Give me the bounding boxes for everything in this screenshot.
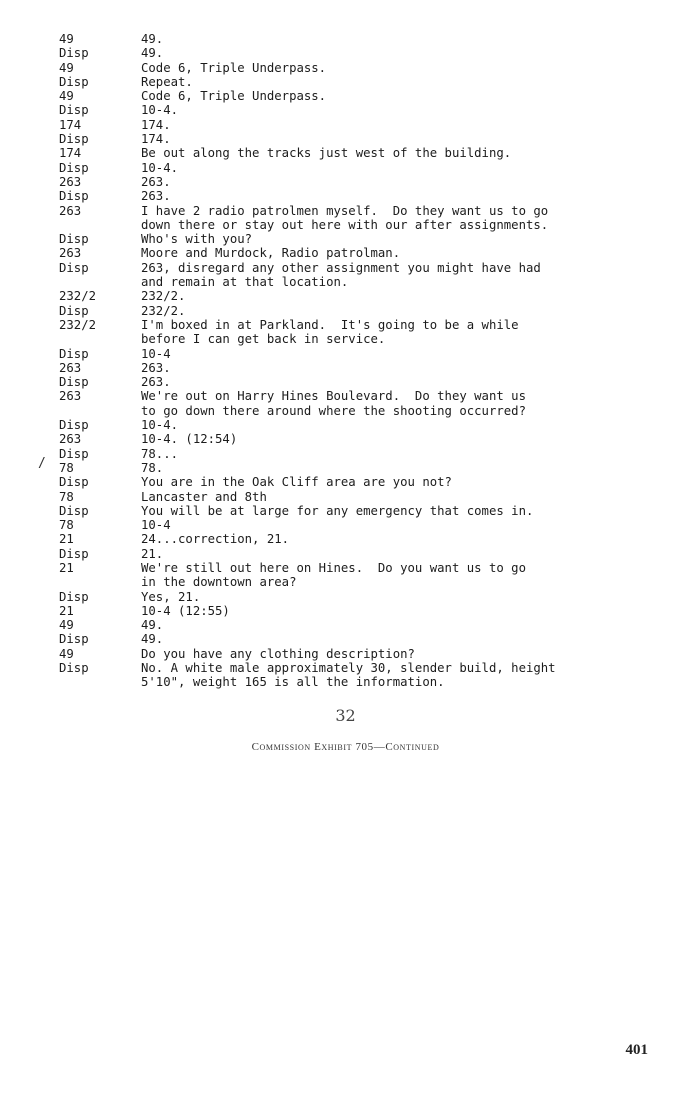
message-text: We're out on Harry Hines Boulevard. Do they want us to go down there around where the shooting occurred? bbox=[141, 389, 526, 418]
transcript-row bbox=[59, 246, 634, 260]
transcript-row bbox=[59, 632, 634, 646]
message-text: Repeat. bbox=[141, 74, 193, 89]
message-text: 232/2. bbox=[141, 289, 186, 304]
transcript-row bbox=[59, 189, 634, 203]
speaker-label: Disp bbox=[59, 103, 89, 118]
speaker-label: 263 bbox=[59, 174, 82, 189]
transcript-row bbox=[59, 375, 634, 389]
transcript-row bbox=[59, 32, 634, 46]
message-text: 232/2. bbox=[141, 303, 186, 318]
message-text: 49. bbox=[141, 632, 164, 647]
speaker-label: Disp bbox=[59, 546, 89, 561]
transcript-row bbox=[59, 418, 634, 432]
message-text: No. A white male approximately 30, slender build, height 5'10", weight 165 is all the information. bbox=[141, 661, 556, 690]
speaker-label: 78 bbox=[59, 518, 74, 533]
message-text: 263. bbox=[141, 375, 171, 390]
transcript-row bbox=[59, 75, 634, 89]
message-text: 263. bbox=[141, 360, 171, 375]
message-text: 10-4 bbox=[141, 346, 171, 361]
transcript-row bbox=[59, 490, 634, 504]
speaker-label: 49 bbox=[59, 60, 74, 75]
speaker-label: 49 bbox=[59, 618, 74, 633]
message-text: 10-4 (12:55) bbox=[141, 603, 230, 618]
transcript-row bbox=[59, 175, 634, 189]
speaker-label: 78 bbox=[59, 489, 74, 504]
speaker-label: Disp bbox=[59, 74, 89, 89]
transcript-row bbox=[59, 647, 634, 661]
transcript-row bbox=[59, 347, 634, 361]
transcript-row bbox=[59, 504, 634, 518]
speaker-label: 174 bbox=[59, 146, 82, 161]
speaker-label: Disp bbox=[59, 346, 89, 361]
transcript-row bbox=[59, 46, 634, 60]
speaker-label: Disp bbox=[59, 632, 89, 647]
transcript-row bbox=[59, 547, 634, 561]
message-text: Yes, 21. bbox=[141, 589, 201, 604]
message-text: You will be at large for any emergency that comes in. bbox=[141, 503, 534, 518]
message-text: Do you have any clothing description? bbox=[141, 646, 415, 661]
message-text: You are in the Oak Cliff area are you not? bbox=[141, 475, 452, 490]
message-text: 10-4. (12:54) bbox=[141, 432, 238, 447]
speaker-label: 21 bbox=[59, 532, 74, 547]
transcript-row bbox=[59, 618, 634, 632]
transcript-row bbox=[59, 132, 634, 146]
message-text: 21. bbox=[141, 546, 164, 561]
speaker-label: 263 bbox=[59, 246, 82, 261]
message-text: 49. bbox=[141, 46, 164, 61]
transcript-row bbox=[59, 103, 634, 117]
message-text: Who's with you? bbox=[141, 232, 253, 247]
transcript-row bbox=[59, 475, 634, 489]
speaker-label: 21 bbox=[59, 560, 74, 575]
transcript-row bbox=[59, 61, 634, 75]
speaker-label: Disp bbox=[59, 260, 89, 275]
message-text: Code 6, Triple Underpass. bbox=[141, 89, 327, 104]
speaker-label: 263 bbox=[59, 389, 82, 404]
transcript-row bbox=[59, 118, 634, 132]
transcript-row bbox=[59, 604, 634, 618]
radio-transcript bbox=[59, 32, 634, 690]
message-text: 263. bbox=[141, 189, 171, 204]
message-text: I have 2 radio patrolmen myself. Do they want us to go down there or stay out here with our after assignments. bbox=[141, 203, 549, 232]
message-text: 263, disregard any other assignment you might have had and remain at that location. bbox=[141, 260, 541, 290]
speaker-label: 49 bbox=[59, 89, 74, 104]
speaker-label: 232/2 bbox=[59, 317, 97, 332]
message-text: 49. bbox=[141, 618, 164, 633]
message-text: 10-4 bbox=[141, 518, 171, 533]
speaker-label: Disp bbox=[59, 418, 89, 433]
message-text: 263. bbox=[141, 174, 171, 189]
speaker-label: Disp bbox=[59, 160, 89, 175]
transcript-row bbox=[59, 361, 634, 375]
transcript-row bbox=[59, 432, 634, 446]
message-text: 10-4. bbox=[141, 103, 179, 118]
message-text: 10-4. bbox=[141, 160, 179, 175]
transcript-row bbox=[59, 461, 634, 475]
exhibit-caption: Commission Exhibit 705—Continued bbox=[251, 741, 440, 753]
speaker-label: Disp bbox=[59, 189, 89, 204]
transcript-row bbox=[59, 146, 634, 160]
message-text: 174. bbox=[141, 132, 171, 147]
speaker-label: 21 bbox=[59, 603, 74, 618]
speaker-label: 49 bbox=[59, 32, 74, 46]
speaker-label: 49 bbox=[59, 646, 74, 661]
message-text: 24...correction, 21. bbox=[141, 532, 290, 547]
speaker-label: 263 bbox=[59, 203, 82, 218]
transcript-row bbox=[59, 318, 634, 347]
speaker-label: Disp bbox=[59, 303, 89, 318]
transcript-row bbox=[59, 261, 634, 290]
speaker-label: Disp bbox=[59, 232, 89, 247]
speaker-label: Disp bbox=[59, 475, 89, 490]
transcript-row bbox=[59, 161, 634, 175]
speaker-label: 78 bbox=[59, 460, 74, 475]
transcript-row bbox=[59, 590, 634, 604]
transcript-row bbox=[59, 204, 634, 233]
speaker-label: 174 bbox=[59, 117, 82, 132]
message-text: 10-4. bbox=[141, 418, 179, 433]
transcript-row bbox=[59, 289, 634, 303]
transcript-page-mark: 32 bbox=[335, 706, 356, 725]
message-text: Lancaster and 8th bbox=[141, 489, 267, 504]
speaker-label: Disp bbox=[59, 503, 89, 518]
transcript-row bbox=[59, 561, 634, 590]
speaker-label: Disp bbox=[59, 589, 89, 604]
transcript-row bbox=[59, 447, 634, 461]
message-text: I'm boxed in at Parkland. It's going to be a while before I can get back in service. bbox=[141, 317, 519, 347]
message-text: 78. bbox=[141, 460, 164, 475]
message-text: Code 6, Triple Underpass. bbox=[141, 60, 327, 75]
message-text: Be out along the tracks just west of the building. bbox=[141, 146, 512, 161]
transcript-row bbox=[59, 518, 634, 532]
transcript-row bbox=[59, 389, 634, 418]
speaker-label: Disp bbox=[59, 132, 89, 147]
speaker-label: 263 bbox=[59, 360, 82, 375]
page-number: 401 bbox=[625, 1042, 648, 1058]
speaker-label: 232/2 bbox=[59, 289, 97, 304]
speaker-label: 263 bbox=[59, 432, 82, 447]
transcript-row bbox=[59, 232, 634, 246]
speaker-label: Disp bbox=[59, 446, 89, 461]
message-text: 49. bbox=[141, 32, 164, 46]
transcript-row bbox=[59, 304, 634, 318]
speaker-label: Disp bbox=[59, 46, 89, 61]
message-text: 174. bbox=[141, 117, 171, 132]
speaker-label: Disp bbox=[59, 661, 89, 676]
transcript-row bbox=[59, 89, 634, 103]
transcript-row bbox=[59, 532, 634, 546]
margin-mark: / bbox=[38, 456, 46, 471]
transcript-row bbox=[59, 661, 634, 690]
message-text: We're still out here on Hines. Do you want us to go in the downtown area? bbox=[141, 560, 526, 590]
message-text: Moore and Murdock, Radio patrolman. bbox=[141, 246, 401, 261]
message-text: 78... bbox=[141, 446, 179, 461]
speaker-label: Disp bbox=[59, 375, 89, 390]
